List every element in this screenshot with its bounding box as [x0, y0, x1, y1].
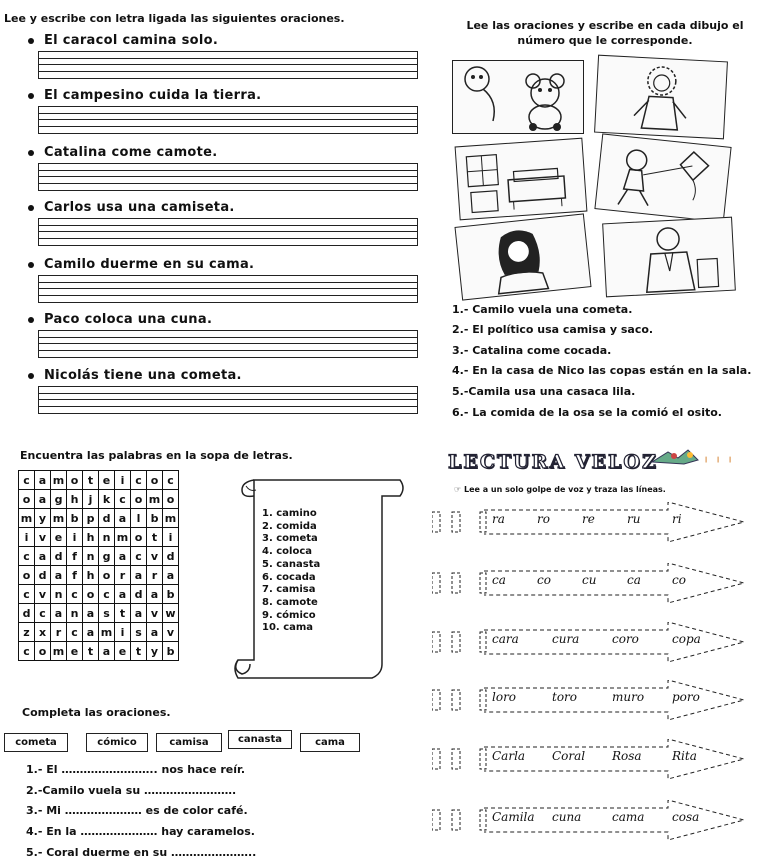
option-box: camisa	[156, 733, 222, 752]
grid-cell: a	[131, 604, 147, 623]
grid-row	[19, 490, 179, 509]
writing-line	[39, 65, 417, 72]
picture-sentence: 2.- El político usa camisa y saco.	[452, 323, 654, 336]
grid-cell: n	[51, 585, 67, 604]
grid-cell: m	[51, 509, 67, 528]
word-search-grid	[18, 470, 179, 661]
writing-instruction: Lee y escribe con letra ligada las siguientes oraciones.	[4, 12, 345, 25]
lectura-word: poro	[672, 690, 700, 704]
grid-cell: s	[99, 604, 115, 623]
complete-sentence: 1.- El …………………….. nos hace reír.	[26, 763, 246, 776]
lectura-word: cara	[492, 632, 519, 646]
grid-cell: a	[35, 490, 51, 509]
word-list-item: 9. cómico	[262, 609, 316, 621]
grid-cell: g	[51, 490, 67, 509]
grid-cell: k	[99, 490, 115, 509]
writing-lines-box	[38, 275, 418, 303]
lectura-row	[432, 622, 748, 662]
grid-cell: d	[131, 585, 147, 604]
grid-cell: z	[19, 623, 35, 642]
grid-cell: m	[51, 642, 67, 661]
writing-sentence-text: Camilo duerme en su cama.	[44, 257, 255, 272]
grid-cell: t	[131, 642, 147, 661]
grid-cell: w	[163, 604, 179, 623]
writing-sentence	[28, 312, 212, 327]
grid-cell: c	[131, 471, 147, 490]
word-list-item: 3. cometa	[262, 533, 318, 545]
grid-cell: d	[99, 509, 115, 528]
grid-cell: i	[67, 528, 83, 547]
lectura-word: ro	[537, 512, 550, 526]
grid-cell: f	[67, 566, 83, 585]
word-list-item: 5. canasta	[262, 558, 321, 570]
grid-cell: c	[67, 623, 83, 642]
grid-cell: n	[67, 604, 83, 623]
lectura-word: cu	[582, 573, 597, 587]
picture-sentence: 5.-Camila usa una casaca lila.	[452, 385, 636, 398]
grid-cell: v	[35, 528, 51, 547]
grid-cell: c	[19, 471, 35, 490]
grid-row	[19, 585, 179, 604]
writing-lines-box	[38, 163, 418, 191]
writing-sentence-text: Paco coloca una cuna.	[44, 312, 213, 327]
grid-cell: o	[131, 528, 147, 547]
lectura-subtitle: Lee a un solo golpe de voz y traza las líneas.	[463, 485, 666, 494]
complete-sentence: 5.- Coral duerme en su …………………..	[26, 846, 257, 859]
grid-cell: c	[19, 547, 35, 566]
grid-cell: a	[83, 623, 99, 642]
grid-cell: a	[115, 509, 131, 528]
grid-cell: a	[35, 547, 51, 566]
grid-cell: a	[147, 585, 163, 604]
word-list	[262, 508, 320, 635]
lectura-row	[432, 680, 748, 720]
grid-cell: f	[67, 547, 83, 566]
word-list-item: 6. cocada	[262, 571, 316, 583]
grid-cell: t	[147, 528, 163, 547]
grid-cell: i	[115, 623, 131, 642]
lectura-word: ri	[672, 512, 682, 526]
lectura-row	[432, 800, 748, 840]
writing-sentence	[28, 368, 242, 383]
lectura-word: Coral	[552, 749, 586, 763]
word-list-item: 1. camino	[262, 508, 317, 519]
grid-cell: e	[51, 528, 67, 547]
lectura-row	[432, 563, 748, 603]
bullet-icon	[28, 373, 34, 379]
word-list-item: 8. camote	[262, 596, 318, 608]
writing-sentence-text: Nicolás tiene una cometa.	[44, 368, 242, 383]
lectura-title: LECTURA VELOZ	[448, 451, 658, 473]
lectura-subtitle-wrap	[454, 485, 666, 494]
writing-lines-box	[38, 218, 418, 246]
grid-cell: d	[19, 604, 35, 623]
writing-lines-box	[38, 386, 418, 414]
lectura-word: cura	[552, 632, 580, 646]
living-room-picture	[455, 138, 588, 221]
word-search-instruction: Encuentra las palabras en la sopa de letras.	[20, 449, 293, 462]
lectura-word: re	[582, 512, 595, 526]
writing-sentence	[28, 88, 261, 103]
lectura-word: cosa	[672, 810, 700, 824]
grid-row	[19, 547, 179, 566]
lectura-word: toro	[552, 690, 578, 704]
picture-sentence: 6.- La comida de la osa se la comió el osito.	[452, 406, 722, 419]
lectura-word: ru	[627, 512, 641, 526]
lectura-word: copa	[672, 632, 701, 646]
option-box: cometa	[4, 733, 68, 752]
lectura-word: Carla	[492, 749, 526, 763]
grid-cell: a	[83, 604, 99, 623]
arrow-outline-icon	[432, 800, 748, 840]
writing-sentence-text: El campesino cuida la tierra.	[44, 88, 262, 103]
grid-row	[19, 623, 179, 642]
grid-cell: l	[131, 509, 147, 528]
grid-row	[19, 566, 179, 585]
grid-cell: i	[115, 471, 131, 490]
lectura-row	[432, 739, 748, 779]
writing-lines-box	[38, 51, 418, 79]
grid-cell: d	[51, 547, 67, 566]
option-box: cómico	[86, 733, 148, 752]
grid-cell: o	[35, 642, 51, 661]
writing-sentence-text: Catalina come camote.	[44, 145, 218, 160]
complete-instruction: Completa las oraciones.	[22, 706, 171, 719]
lectura-word: cuna	[552, 810, 582, 824]
grid-cell: o	[19, 490, 35, 509]
grid-row	[19, 642, 179, 661]
grid-cell: c	[115, 490, 131, 509]
grid-cell: t	[115, 604, 131, 623]
lectura-word: co	[537, 573, 551, 587]
grid-cell: m	[163, 509, 179, 528]
grid-cell: i	[19, 528, 35, 547]
grid-cell: a	[99, 642, 115, 661]
grid-cell: b	[67, 509, 83, 528]
grid-cell: a	[115, 585, 131, 604]
grid-cell: v	[163, 623, 179, 642]
writing-sentence-text: El caracol camina solo.	[44, 33, 219, 48]
word-list-item: 4. coloca	[262, 546, 313, 558]
grid-cell: b	[147, 509, 163, 528]
grid-cell: h	[67, 490, 83, 509]
grid-cell: a	[35, 471, 51, 490]
grid-cell: c	[163, 471, 179, 490]
grid-cell: o	[19, 566, 35, 585]
picture-sentence: 4.- En la casa de Nico las copas están en la sala.	[452, 364, 752, 377]
writing-line	[39, 289, 417, 296]
option-box: canasta	[228, 730, 292, 749]
politician-picture	[602, 217, 736, 298]
grid-cell: c	[67, 585, 83, 604]
grid-cell: h	[83, 528, 99, 547]
grid-cell: v	[147, 547, 163, 566]
word-list-item: 10. cama	[262, 622, 314, 634]
bullet-icon	[28, 205, 34, 211]
lectura-word: co	[672, 573, 686, 587]
grid-cell: h	[83, 566, 99, 585]
grid-cell: t	[83, 471, 99, 490]
bullet-icon	[28, 317, 34, 323]
grid-cell: c	[19, 585, 35, 604]
grid-cell: t	[83, 642, 99, 661]
lectura-word: coro	[612, 632, 639, 646]
grid-cell: o	[147, 471, 163, 490]
lectura-word: Camila	[492, 810, 535, 824]
girl-eating-picture	[454, 213, 591, 300]
writing-sentence	[28, 200, 235, 215]
writing-line	[39, 177, 417, 184]
writing-sentence	[28, 145, 218, 160]
grid-cell: a	[163, 566, 179, 585]
grid-cell: c	[19, 642, 35, 661]
grid-cell: y	[147, 642, 163, 661]
arrow-outline-icon	[432, 680, 748, 720]
grid-cell: c	[99, 585, 115, 604]
grid-cell: a	[131, 566, 147, 585]
grid-cell: a	[51, 566, 67, 585]
grid-cell: y	[35, 509, 51, 528]
pictures-instruction-line2: número que le corresponde.	[517, 34, 693, 47]
complete-sentence: 2.-Camilo vuela su …………………….	[26, 784, 237, 797]
lectura-word: muro	[612, 690, 645, 704]
decoration-marks: ╷╷╷	[703, 452, 740, 463]
writing-line	[39, 120, 417, 127]
grid-cell: a	[51, 604, 67, 623]
lectura-word: Rosa	[612, 749, 642, 763]
grid-cell: d	[35, 566, 51, 585]
grid-cell: e	[115, 642, 131, 661]
grid-row	[19, 528, 179, 547]
writing-lines-box	[38, 106, 418, 134]
complete-sentence: 3.- Mi ………………… es de color café.	[26, 804, 248, 817]
bullet-icon	[28, 38, 34, 44]
grid-cell: o	[163, 490, 179, 509]
decoration-icon	[648, 446, 702, 468]
bullet-icon	[28, 150, 34, 156]
grid-cell: o	[131, 490, 147, 509]
grid-cell: x	[35, 623, 51, 642]
grid-cell: r	[147, 566, 163, 585]
complete-sentence: 4.- En la ………………… hay caramelos.	[26, 825, 255, 838]
grid-cell: o	[83, 585, 99, 604]
grid-cell: c	[131, 547, 147, 566]
lectura-row	[432, 502, 748, 542]
grid-row	[19, 604, 179, 623]
lectura-word: ra	[492, 512, 505, 526]
lectura-word: ca	[627, 573, 641, 587]
pictures-instruction	[440, 18, 768, 48]
lectura-word: loro	[492, 690, 517, 704]
grid-cell: c	[35, 604, 51, 623]
grid-cell: g	[99, 547, 115, 566]
grid-cell: m	[19, 509, 35, 528]
bullet-icon	[28, 93, 34, 99]
writing-sentence-text: Carlos usa una camiseta.	[44, 200, 235, 215]
writing-line	[39, 400, 417, 407]
teddy-bear-picture	[452, 60, 584, 134]
grid-cell: a	[115, 547, 131, 566]
writing-lines-box	[38, 330, 418, 358]
grid-cell: j	[83, 490, 99, 509]
grid-cell: s	[131, 623, 147, 642]
grid-cell: e	[99, 471, 115, 490]
grid-cell: m	[115, 528, 131, 547]
grid-row	[19, 471, 179, 490]
picture-sentence: 3.- Catalina come cocada.	[452, 344, 612, 357]
grid-cell: v	[35, 585, 51, 604]
grid-cell: b	[163, 642, 179, 661]
writing-line	[39, 232, 417, 239]
writing-sentence	[28, 33, 218, 48]
pointer-icon: ☞	[454, 485, 464, 494]
girl-picture	[594, 55, 728, 140]
picture-sentence: 1.- Camilo vuela una cometa.	[452, 303, 633, 316]
option-box: cama	[300, 733, 360, 752]
grid-cell: e	[67, 642, 83, 661]
lectura-word: Rita	[672, 749, 697, 763]
grid-cell: b	[163, 585, 179, 604]
grid-cell: m	[51, 471, 67, 490]
writing-line	[39, 344, 417, 351]
grid-cell: o	[99, 566, 115, 585]
lectura-word: ca	[492, 573, 506, 587]
boy-kite-picture	[594, 133, 731, 222]
grid-cell: n	[83, 547, 99, 566]
grid-cell: a	[147, 623, 163, 642]
grid-cell: n	[99, 528, 115, 547]
grid-cell: d	[163, 547, 179, 566]
bullet-icon	[28, 262, 34, 268]
pictures-instruction-line1: Lee las oraciones y escribe en cada dibujo el	[466, 19, 744, 32]
grid-row	[19, 509, 179, 528]
arrow-outline-icon	[432, 739, 748, 779]
grid-cell: r	[115, 566, 131, 585]
grid-cell: v	[147, 604, 163, 623]
grid-cell: m	[99, 623, 115, 642]
grid-cell: i	[163, 528, 179, 547]
grid-cell: p	[83, 509, 99, 528]
writing-sentence	[28, 257, 254, 272]
grid-cell: o	[67, 471, 83, 490]
word-list-item: 2. comida	[262, 520, 317, 532]
grid-cell: r	[51, 623, 67, 642]
word-list-item: 7. camisa	[262, 584, 316, 596]
lectura-word: cama	[612, 810, 645, 824]
grid-cell: m	[147, 490, 163, 509]
